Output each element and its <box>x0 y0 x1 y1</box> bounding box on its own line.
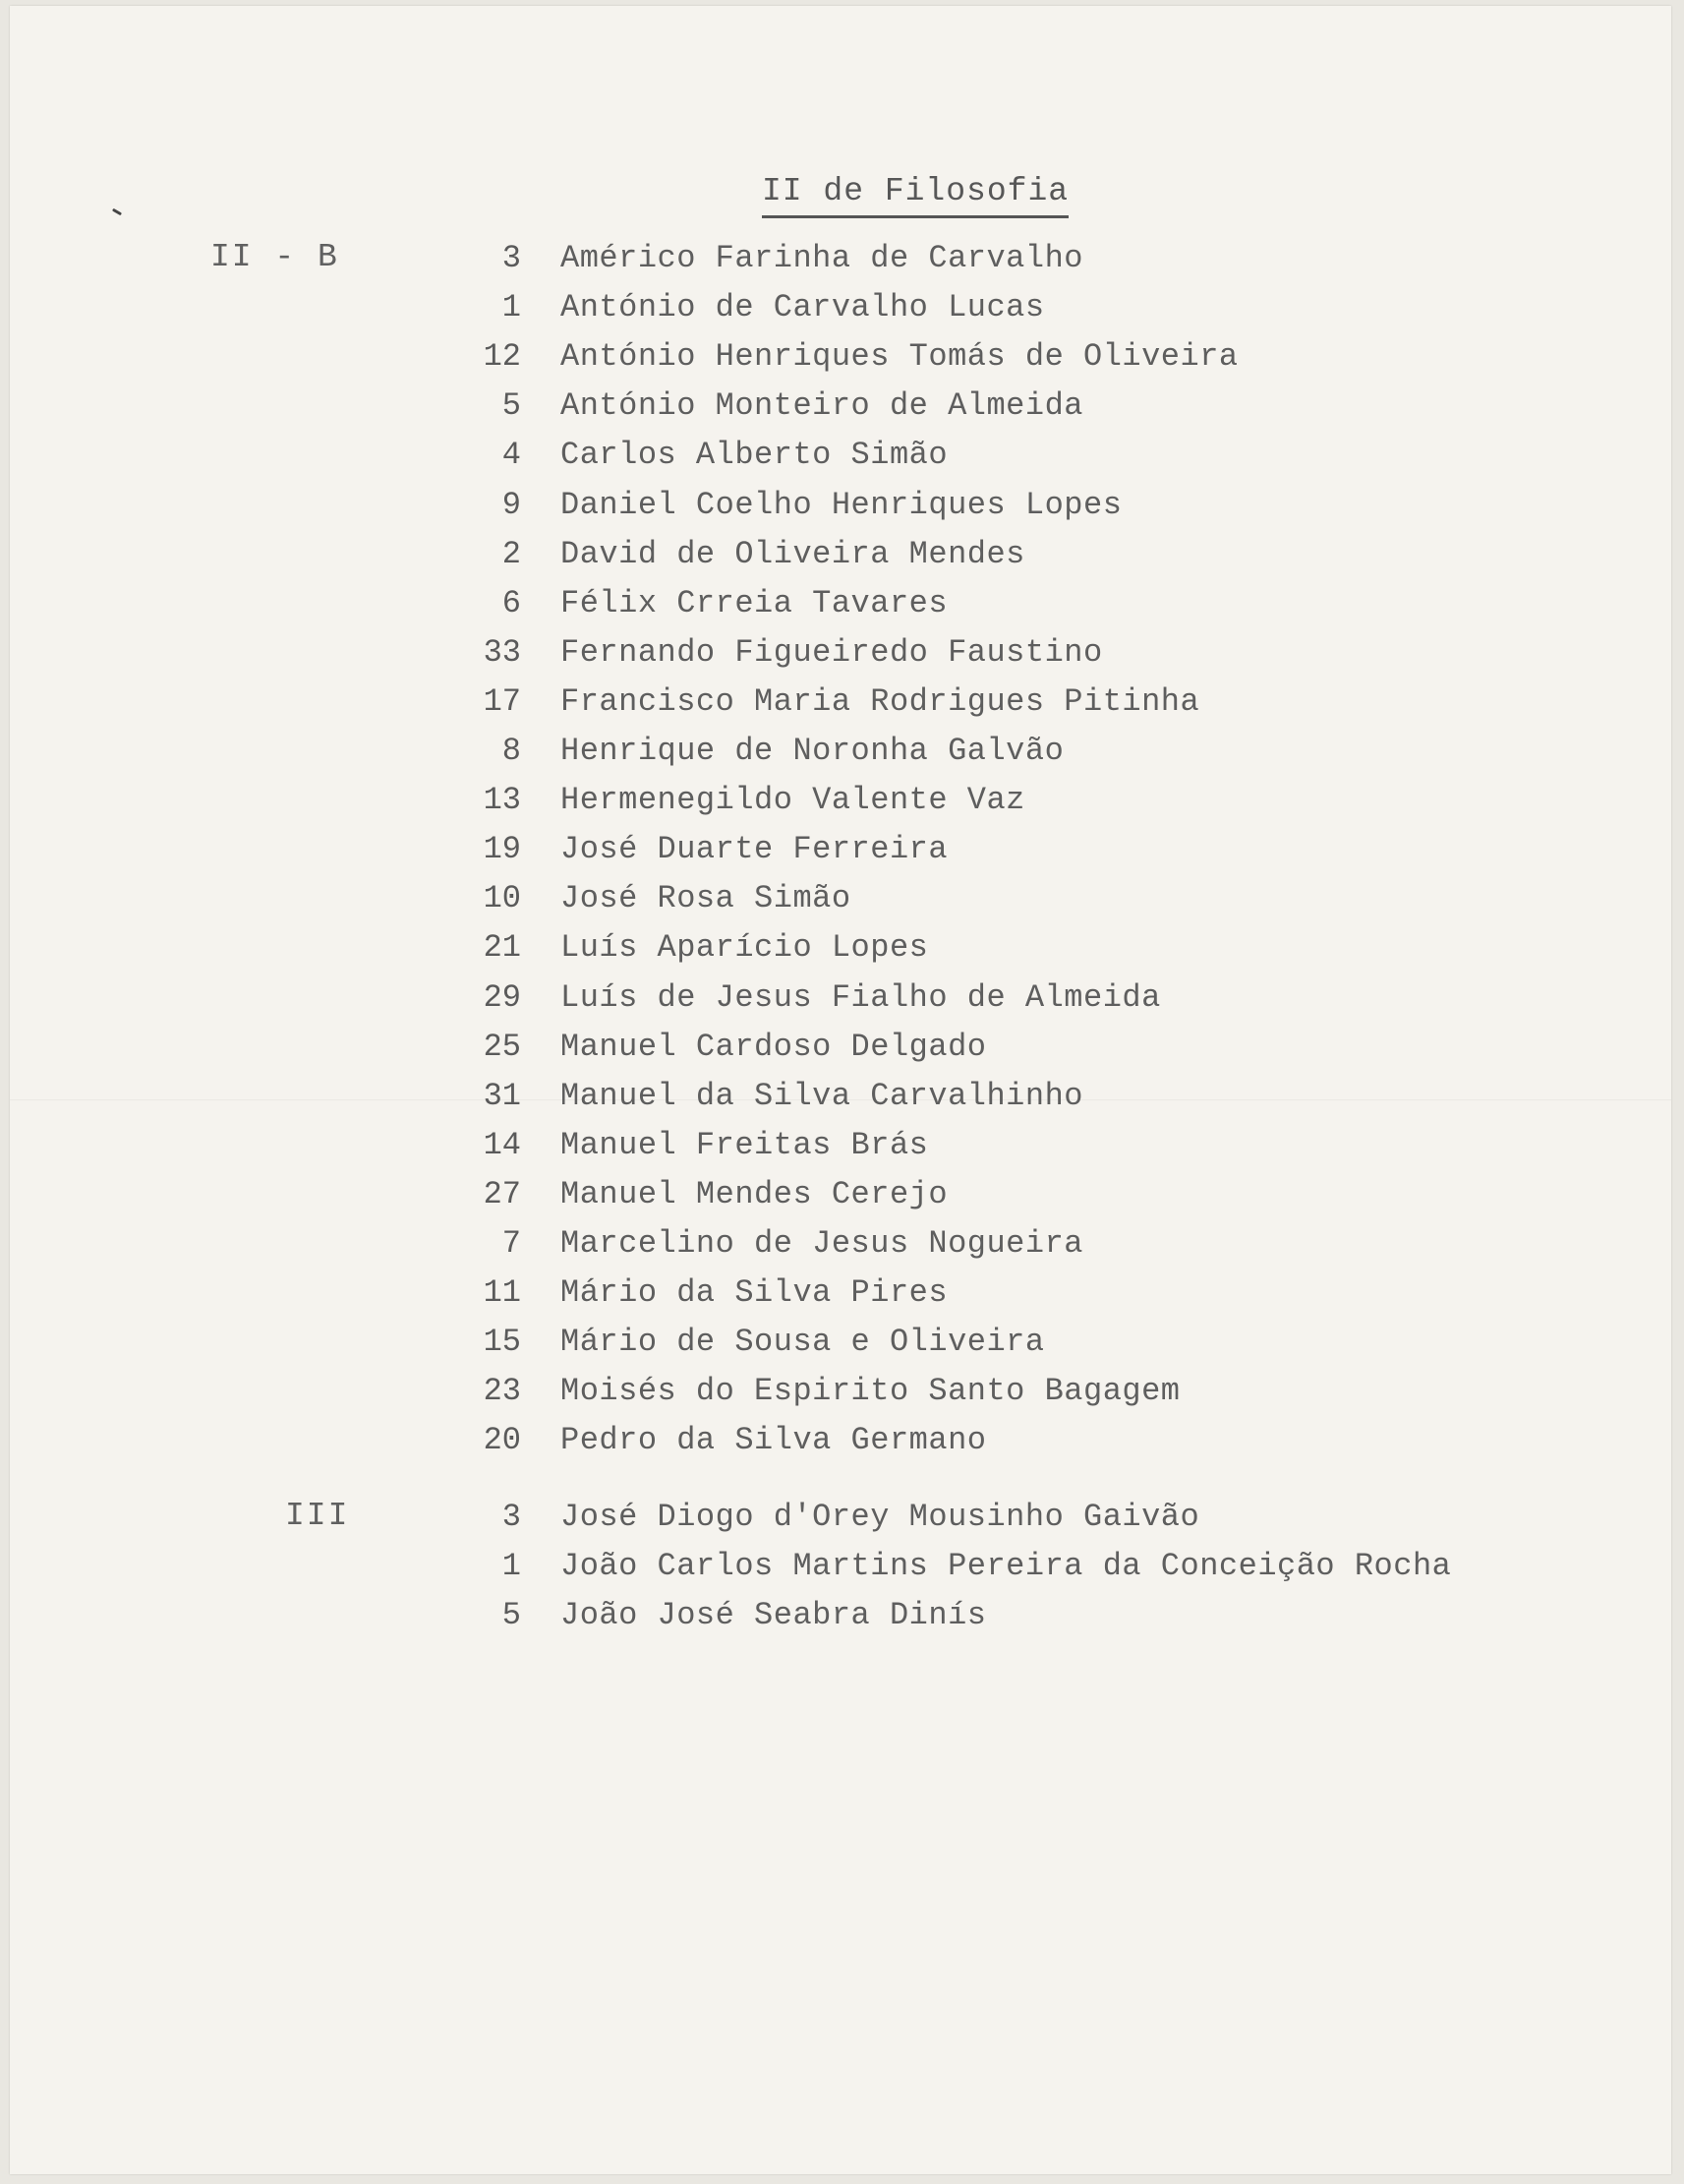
list-item <box>433 536 1573 575</box>
list-item <box>433 979 1573 1019</box>
entry-number: 3 <box>501 240 521 276</box>
entry-number: 14 <box>483 1126 521 1163</box>
list-item <box>433 1225 1573 1265</box>
entry-name: Moisés do Espirito Santo Bagagem <box>560 1373 1181 1410</box>
entry-name: Manuel da Silva Carvalhinho <box>560 1077 1083 1114</box>
list-item <box>433 1274 1573 1314</box>
entry-name: Américo Farinha de Carvalho <box>560 240 1083 276</box>
entry-number: 15 <box>483 1324 521 1361</box>
entry-number: 19 <box>483 831 521 868</box>
page-title: II de Filosofia <box>762 173 1069 218</box>
entry-name: Luís de Jesus Fialho de Almeida <box>560 978 1161 1016</box>
entry-name: João Carlos Martins Pereira da Conceição Rocha <box>560 1548 1452 1585</box>
entry-name: Félix Crreia Tavares <box>560 584 949 621</box>
list-item <box>433 1029 1573 1068</box>
entry-name: David de Oliveira Mendes <box>560 535 1025 572</box>
list-item <box>433 1373 1573 1412</box>
list-item <box>433 1324 1573 1363</box>
entry-number: 7 <box>501 1225 521 1262</box>
group-label-ii-b: II - B <box>210 239 339 275</box>
entry-name: Francisco Maria Rodrigues Pitinha <box>560 682 1200 720</box>
entry-name: Daniel Coelho Henriques Lopes <box>560 486 1123 523</box>
list-item <box>433 1422 1573 1461</box>
entry-name: Mário da Silva Pires <box>560 1274 949 1312</box>
entry-number: 23 <box>483 1373 521 1410</box>
entry-number: 20 <box>483 1422 521 1459</box>
entry-name: Manuel Cardoso Delgado <box>560 1028 987 1065</box>
entry-name: Manuel Freitas Brás <box>560 1126 929 1163</box>
entry-name: João José Seabra Dinís <box>560 1597 987 1634</box>
entry-name: Mário de Sousa e Oliveira <box>560 1324 1045 1361</box>
entry-number: 5 <box>501 1597 521 1634</box>
list-item <box>433 733 1573 772</box>
list-item <box>433 1597 1573 1636</box>
entry-name: Luís Aparício Lopes <box>560 929 929 967</box>
list-item <box>433 782 1573 821</box>
entry-number: 17 <box>483 682 521 720</box>
entry-name: António de Carvalho Lucas <box>560 289 1045 326</box>
entry-name: José Duarte Ferreira <box>560 831 949 868</box>
list-item <box>433 240 1573 279</box>
list-item <box>433 1548 1573 1587</box>
entry-name: Manuel Mendes Cerejo <box>560 1175 949 1212</box>
entry-name: Henrique de Noronha Galvão <box>560 733 1065 769</box>
list-item <box>433 929 1573 969</box>
entry-number: 12 <box>483 338 521 376</box>
list-item <box>433 487 1573 526</box>
entry-number: 9 <box>501 486 521 523</box>
list-item <box>433 1127 1573 1166</box>
entry-number: 10 <box>483 880 521 917</box>
entry-name: José Rosa Simão <box>560 880 851 917</box>
entry-number: 1 <box>501 289 521 326</box>
entry-number: 6 <box>501 584 521 621</box>
list-item <box>433 338 1573 378</box>
ink-mark <box>112 208 122 216</box>
entry-number: 5 <box>501 387 521 425</box>
entry-number: 31 <box>483 1077 521 1114</box>
list-item <box>433 437 1573 476</box>
list-item <box>433 289 1573 328</box>
document-page <box>10 6 1671 2174</box>
entry-number: 25 <box>483 1028 521 1065</box>
entry-name: Pedro da Silva Germano <box>560 1422 987 1459</box>
list-item <box>433 831 1573 870</box>
list-item <box>433 585 1573 624</box>
entry-number: 1 <box>501 1548 521 1585</box>
list-item <box>433 1499 1573 1538</box>
entry-number: 2 <box>501 535 521 572</box>
list-item <box>433 387 1573 427</box>
entry-number: 27 <box>483 1175 521 1212</box>
list-item <box>433 880 1573 919</box>
entry-number: 21 <box>483 929 521 967</box>
entry-number: 8 <box>501 733 521 769</box>
entry-name: António Henriques Tomás de Oliveira <box>560 338 1239 376</box>
entry-name: Marcelino de Jesus Nogueira <box>560 1225 1083 1262</box>
entry-number: 29 <box>483 978 521 1016</box>
entry-name: Carlos Alberto Simão <box>560 437 949 474</box>
list-item <box>433 1078 1573 1117</box>
entry-number: 33 <box>483 633 521 671</box>
entry-number: 3 <box>501 1499 521 1535</box>
list-item <box>433 683 1573 723</box>
entry-name: Hermenegildo Valente Vaz <box>560 782 1025 819</box>
entry-name: Fernando Figueiredo Faustino <box>560 633 1103 671</box>
entry-name: António Monteiro de Almeida <box>560 387 1083 425</box>
list-item <box>433 634 1573 674</box>
entry-number: 4 <box>501 437 521 474</box>
entry-number: 13 <box>483 782 521 819</box>
entry-number: 11 <box>483 1274 521 1312</box>
list-item <box>433 1176 1573 1215</box>
entry-name: José Diogo d'Orey Mousinho Gaivão <box>560 1499 1200 1535</box>
group-label-iii: III <box>285 1498 350 1534</box>
